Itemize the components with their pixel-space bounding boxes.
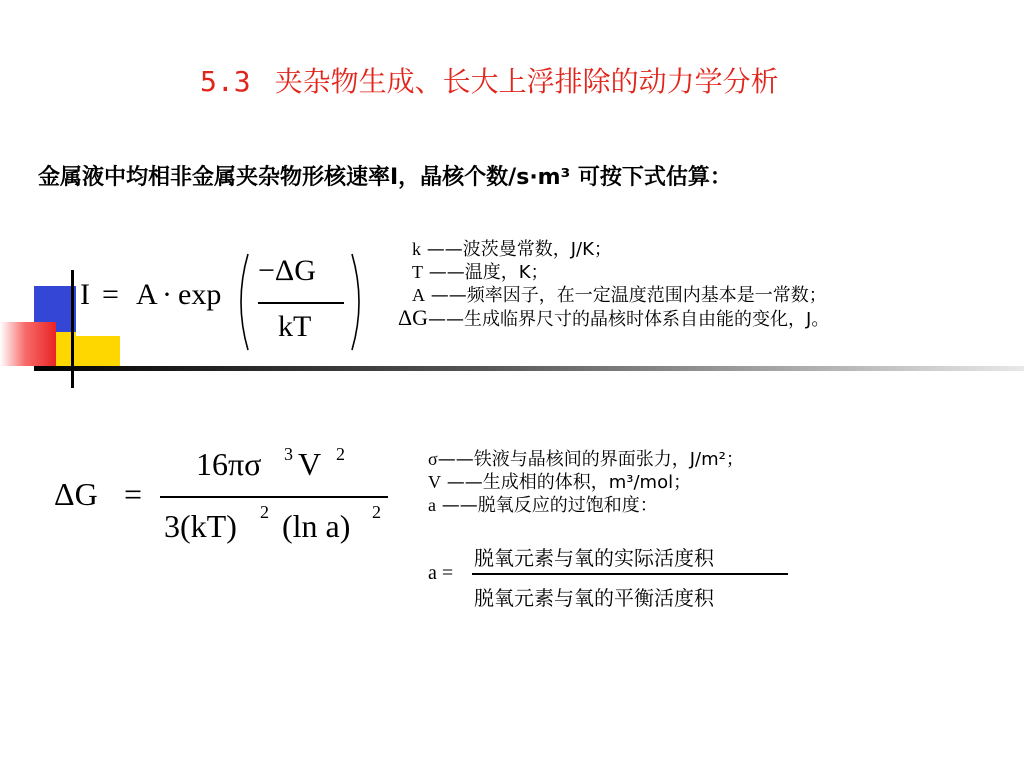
formula2-lhs: ΔG bbox=[54, 476, 98, 512]
legend2-row bbox=[428, 448, 744, 471]
formula2-den-a-sup: 2 bbox=[260, 502, 269, 522]
formula2-fraction-bar bbox=[160, 496, 388, 498]
formula2-num-b: V bbox=[298, 446, 322, 482]
legend-symbol: V bbox=[428, 472, 441, 492]
legend-text: ——频率因子，在一定温度范围内基本是一常数； bbox=[430, 285, 827, 306]
formula1-fraction-bar bbox=[258, 302, 344, 304]
section-title: 夹杂物生成、长大上浮排除的动力学分析 bbox=[274, 65, 779, 98]
formula1-denominator: kT bbox=[278, 310, 312, 343]
right-paren bbox=[348, 250, 368, 354]
ratio-numerator: 脱氧元素与氧的实际活度积 bbox=[474, 546, 714, 570]
legend1-row bbox=[398, 238, 829, 261]
legend-symbol: ΔG bbox=[398, 305, 429, 330]
legend-text: ——生成临界尺寸的晶核时体系自由能的变化，J。 bbox=[428, 309, 830, 330]
left-paren bbox=[232, 250, 252, 354]
formula2-legend bbox=[428, 448, 744, 517]
legend2-row bbox=[428, 471, 744, 494]
formula1-eq: = bbox=[102, 278, 119, 311]
intro-text: 金属液中均相非金属夹杂物形核速率I，晶核个数/s·m³ 可按下式估算： bbox=[38, 165, 732, 190]
legend-text: ——脱氧反应的过饱和度： bbox=[441, 495, 658, 516]
red-square bbox=[0, 322, 56, 366]
legend-text: ——铁液与晶核间的界面张力，J/m²； bbox=[437, 449, 744, 470]
ratio-fraction-bar bbox=[472, 573, 788, 575]
formula2-eq: = bbox=[124, 476, 143, 512]
slide-title bbox=[200, 60, 779, 100]
section-number: 5.3 bbox=[200, 65, 251, 98]
formula1-numerator: −ΔG bbox=[258, 254, 316, 287]
legend-text: ——温度，K； bbox=[428, 262, 549, 283]
supersaturation-formula bbox=[428, 540, 798, 610]
legend-symbol: T bbox=[412, 262, 423, 282]
ratio-lhs: a = bbox=[428, 562, 454, 584]
formula2-den-a: 3(kT) bbox=[164, 508, 237, 544]
legend1-row bbox=[398, 261, 829, 284]
formula2-den-b-sup: 2 bbox=[372, 502, 381, 522]
formula1-exp: exp bbox=[178, 278, 222, 311]
formula1-dot: · bbox=[162, 278, 172, 311]
formula2-num-a-sup: 3 bbox=[284, 444, 293, 464]
legend2-row bbox=[428, 494, 744, 517]
formula2-num-a: 16πσ bbox=[196, 446, 262, 482]
nucleation-rate-formula bbox=[70, 250, 380, 360]
legend1-row bbox=[398, 307, 829, 331]
free-energy-formula bbox=[50, 440, 400, 560]
legend-symbol: σ bbox=[428, 449, 438, 469]
legend-text: ——波茨曼常数，J/K； bbox=[426, 239, 612, 260]
formula2-num-b-sup: 2 bbox=[336, 444, 345, 464]
formula1-lhs: I bbox=[80, 278, 90, 311]
legend-text: ——生成相的体积，m³/mol； bbox=[446, 472, 692, 493]
formula1-a: A bbox=[136, 278, 158, 311]
legend-symbol: a bbox=[428, 495, 436, 515]
legend-symbol: A bbox=[412, 285, 425, 305]
legend1-row bbox=[398, 284, 829, 307]
formula1-legend bbox=[398, 238, 829, 331]
horizontal-rule bbox=[34, 366, 1024, 371]
ratio-denominator: 脱氧元素与氧的平衡活度积 bbox=[474, 586, 714, 610]
formula2-den-b: (ln a) bbox=[282, 508, 351, 544]
legend-symbol: k bbox=[412, 239, 421, 259]
